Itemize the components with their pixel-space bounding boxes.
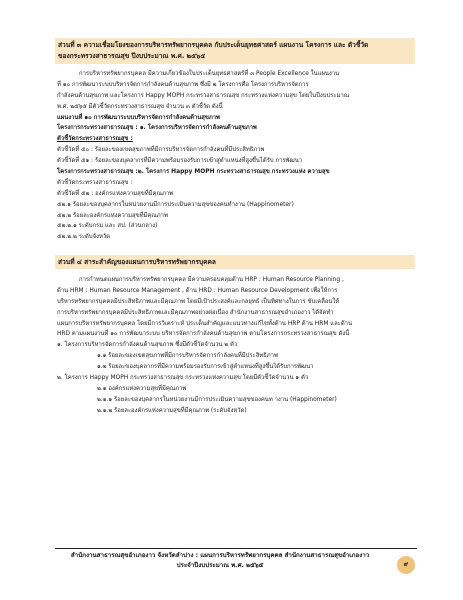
section4-body	[57, 275, 413, 417]
kpi-line: ๕๒.๒.๒ ระดับจังหวัด	[57, 234, 110, 241]
kpi-line: ๕๒.๑ ร้อยละของบุคลากรในหน่วยงานมีการประเมินความสุขของคนทำงาน (Happinometer)	[57, 201, 294, 208]
page-number: ๙	[397, 556, 415, 574]
paragraph-line: การบริหารทรัพยากรบุคคล มีความเกี่ยวข้องในประเด็นยุทธศาสตร์ที่ ๓ People Excellence ในแผนงาน	[79, 71, 340, 77]
kpi-line: ตัวชี้วัดที่ ๕๒ : องค์กรแห่งความสุขที่มีคุณภาพ	[57, 190, 174, 197]
paragraph-line: การบริหารทรัพยากรบุคคลมีประสิทธิภาพและมีคุณภาพอย่างต่อเนื่อง สำนักงานสาธารณสุขอำเภองาว ได้จัดทำ	[57, 309, 334, 316]
paragraph-line: ด้าน HRM : Human Resource Management , ด้าน HRD : Human Resource Development เพื่อให้การ	[57, 287, 338, 294]
list-item: ๒.๑.๒ ร้อยละองค์กรแห่งความสุขที่มีคุณภาพ (ระดับจังหวัด)	[97, 407, 247, 414]
kpi-line: ตัวชี้วัดที่ ๕๑ : ร้อยละของบุคลากรที่มีความพร้อมรองรับการเข้าสู่ตำแหน่งที่สูงขึ้นได้รับ การพัฒนา	[57, 158, 303, 165]
list-item: ๑.๑ ร้อยละของเขตสุขภาพที่มีการบริหารจัดการกำลังคนที่มีประสิทธิภาพ	[97, 353, 278, 360]
paragraph-line: HRD ตามแผนงานที่ ๑๐ การพัฒนาระบบ บริหารจัดการกำลังคนด้านสุขภาพ ตามโครงการกระทรวงสาธารณสุข ดังนี้	[57, 331, 350, 338]
footer-line: สำนักงานสาธารณสุขอำเภองาว จังหวัดลำปาง : แผนการบริหารทรัพยากรบุคคล สำนักงานสาธารณสุขอำเภองาว	[70, 552, 370, 559]
list-item: ๑.๒ ร้อยละของบุคลากรที่มีความพร้อมรองรับการเข้าสู่ตำแหน่งที่สูงขึ้นได้รับการพัฒนา	[97, 364, 314, 371]
kpi-line: ตัวชี้วัดที่ ๕๐ : ร้อยละของเขตสุขภาพที่มีการบริหารจัดการกำลังคนที่มีประสิทธิภาพ	[57, 147, 265, 154]
section3-body	[57, 69, 413, 243]
list-item: ๑. โครงการบริหารจัดการกำลังคนด้านสุขภาพ ซึ่งมีตัวชี้วัดจำนวน ๒ ตัว	[57, 342, 238, 349]
paragraph-line: ที่ ๑๐ การพัฒนาระบบบริหารจัดการกำลังคนด้านสุขภาพ ซึ่งมี ๒ โครงการคือ โครงการบริหารจัดการ	[57, 81, 309, 88]
page-footer	[55, 551, 385, 571]
paragraph-line: พ.ศ. ๒๕๖๕ มีตัวชี้วัดกระทรวงสาธารณสุข จำนวน ๓ ตัวชี้วัด ดังนี้	[57, 103, 223, 110]
list-item: ๒.๑ องค์กรแห่งความสุขที่มีคุณภาพ	[97, 385, 187, 392]
project-line: โครงการกระทรวงสาธารณสุข :๒. โครงการ Happy MOPH กระทรวงสาธารณสุข กระทรวงแห่ง ความสุข	[57, 169, 330, 176]
section3-heading-line: ส่วนที่ ๓ ความเชื่อมโยงของการบริหารทรัพยากรบุคคล กับประเด็นยุทธศาสตร์ แผนงาน โครงการ และ ตัวชี้วัด	[58, 41, 369, 49]
section3-heading-line: ของกระทรวงสาธารณสุข ปีงบประมาณ พ.ศ. ๒๕๖๕	[58, 51, 206, 60]
kpi-line: ๕๒.๒.๑ ระดับกรม และ สป. (ส่วนกลาง)	[57, 223, 158, 230]
section4-heading: ส่วนที่ ๔ สาระสำคัญของแผนการบริหารทรัพยากรบุคคล	[55, 255, 415, 269]
kpi-heading: ตัวชี้วัดกระทรวงสาธารณสุข :	[57, 136, 133, 143]
list-item: ๒.๑.๑ ร้อยละของบุคลากรในหน่วยงานมีการประเมินความสุขของคนท างาน (Happinometer)	[97, 396, 337, 403]
list-item: ๒. โครงการ Happy MOPH กระทรวงสาธารณสุข กระทรวงแห่งความสุข โดยมีตัวชี้วัดจำนวน ๑ ตัว	[57, 375, 309, 382]
project-line: โครงการกระทรวงสาธารณสุข : ๑. โครงการบริหารจัดการกำลังคนด้านสุขภาพ	[57, 125, 257, 132]
footer-line: ประจำปีงบประมาณ พ.ศ. ๒๕๖๕	[176, 562, 264, 569]
footer-divider	[55, 548, 417, 549]
paragraph-line: กำลังคนด้านสุขภาพ และโครงการ Happy MOPH กระทรวงสาธารณสุข กระทรวงแห่งความสุข โดยในปีงบประมาณ	[57, 92, 350, 99]
paragraph-line: การกำหนดแผนการบริหารทรัพยากรบุคคล มีความครอบคลุมด้าน HRP : Human Resource Planning ,	[79, 277, 344, 283]
kpi-line: ๕๒.๒ ร้อยละองค์กรแห่งความสุขที่มีคุณภาพ	[57, 212, 168, 219]
section3-heading	[55, 38, 415, 64]
paragraph-line: แผนการบริหารทรัพยากรบุคคล โดยมีการวิเคราะห์ ประเด็นสำคัญและแนวทางแก้ไขทั้งด้าน HRP ด้าน HRM และด้าน	[57, 320, 353, 327]
program-heading: แผนงานที่ ๑๐ การพัฒนาระบบบริหารจัดการกำลังคนด้านสุขภาพ	[57, 114, 220, 121]
kpi-heading: ตัวชี้วัดกระทรวงสาธารณสุข :	[57, 179, 133, 186]
paragraph-line: บริหารทรัพยากรบุคคลมีประสิทธิภาพและมีคุณภาพ โดยมีเป้าประสงค์และกลยุทธ์ เป็นทิศทางในการ ขับเคลื่อนให้	[57, 298, 340, 305]
